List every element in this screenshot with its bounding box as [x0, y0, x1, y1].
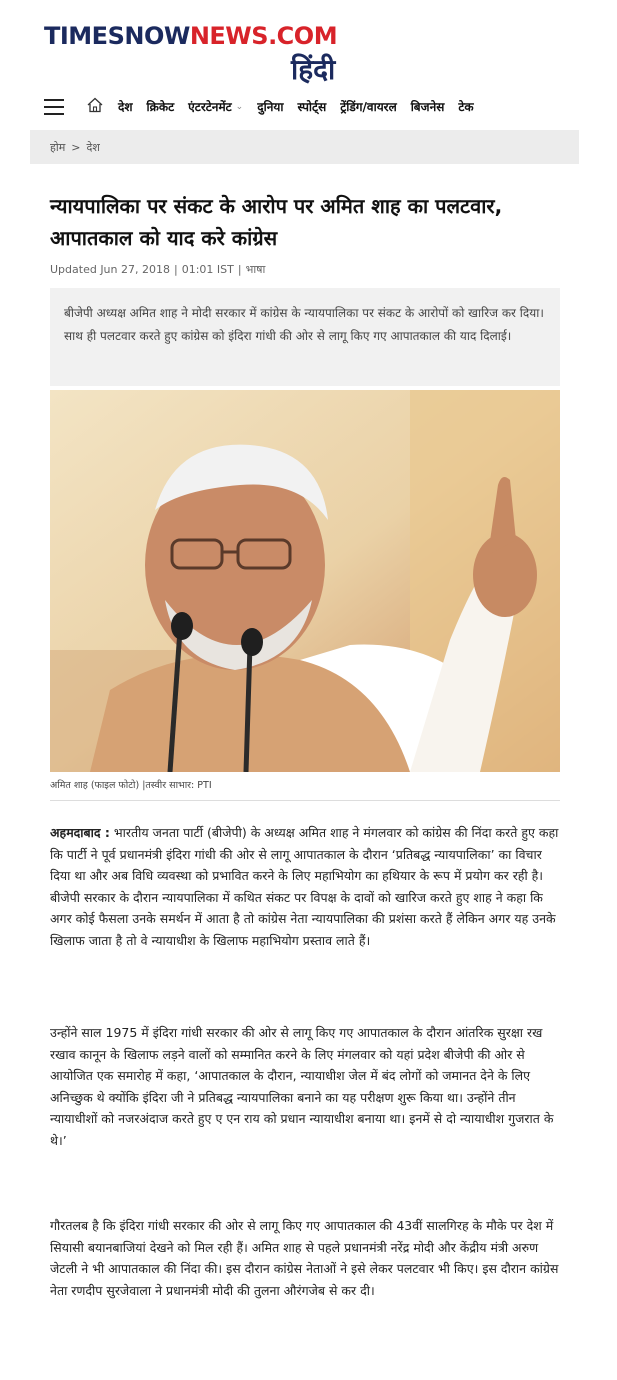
site-header: [0, 0, 617, 95]
nav-items: [118, 98, 488, 115]
updated-time: 01:01 IST: [181, 263, 234, 276]
chevron-down-icon[interactable]: ⌄: [235, 101, 244, 112]
article-source: भाषा: [245, 263, 266, 276]
nav-item-cricket[interactable]: [147, 98, 175, 115]
nav-item-desh[interactable]: [118, 98, 133, 115]
nav-item-label: टेक: [458, 100, 474, 114]
hamburger-icon[interactable]: [44, 99, 64, 115]
nav-item-label: दुनिया: [257, 100, 284, 114]
home-icon[interactable]: [86, 96, 104, 114]
article-meta: Updated Jun 27, 2018 | 01:01 IST | भाषा: [50, 263, 266, 276]
nav-item-sports[interactable]: [297, 98, 326, 115]
article-paragraph-1: [50, 822, 560, 951]
logo-hindi[interactable]: हिंदी: [291, 53, 336, 86]
logo-part-2: NEWS.COM: [189, 22, 338, 50]
nav-item-entertainment[interactable]: [188, 98, 243, 115]
nav-item-label: एंटरटेनमेंट: [188, 100, 232, 114]
article-title: न्यायपालिका पर संकट के आरोप पर अमित शाह का पलटवार, आपातकाल को याद करे कांग्रेस: [50, 194, 503, 250]
nav-item-label: देश: [118, 100, 133, 114]
paragraph-1-text: भारतीय जनता पार्टी (बीजेपी) के अध्यक्ष अमित शाह ने मंगलवार को कांग्रेस की निंदा करते हुए कहा कि पार्टी ने पूर्व प्रधानमंत्री इंदिरा गांधी की ओर से लागू आपातकाल के दौरान ‘प्रतिबद्ध न्यायपालिका’ का विचार दिया था और अब विधि व्यवस्था को प्रभावित करने के लिए महाभियोग का हथियार के रूप में प्रयोग कर रही है। बीजेपी सरकार के दौरान न्यायपालिका में कथित संकट पर विपक्ष के दावों को खारिज करते हुए शाह ने कहा कि अगर कोई फैसला उनके समर्थन में आता है तो कांग्रेस नेता न्यायपालिका की प्रशंसा करते हैं लेकिन अगर यह उनके खिलाफ जाता है तो वे न्यायाधीश के खिलाफ महाभियोग प्रस्ताव लाते हैं।: [50, 825, 559, 948]
nav-item-duniya[interactable]: [257, 98, 283, 115]
breadcrumb-home[interactable]: होम: [50, 140, 66, 154]
dateline: अहमदाबाद :: [50, 825, 110, 840]
nav-item-tech[interactable]: [458, 98, 473, 115]
site-logo[interactable]: [44, 22, 337, 50]
nav-item-label: स्पोर्ट्स: [297, 100, 327, 114]
updated-date: Updated Jun 27, 2018: [50, 263, 170, 276]
image-caption: अमित शाह (फाइल फोटो) |तस्वीर साभार: PTI: [50, 780, 212, 791]
article-paragraph-3: गौरतलब है कि इंदिरा गांधी सरकार की ओर से लागू किए गए आपातकाल की 43वीं सालगिरह के मौके पर देश में सियासी बयानबाजियां देखने को मिल रही हैं। अमित शाह से पहले प्रधानमंत्री नरेंद्र मोदी और केंद्रीय मंत्री अरुण जेटली ने भी आपातकाल की निंदा की। इस दौरान कांग्रेस नेताओं ने इसे लेकर पलटवार भी किए। इस दौरान कांग्रेस नेता रणदीप सुरजेवाला ने प्रधानमंत्री मोदी की तुलना औरंगजेब से कर दी।: [50, 1218, 559, 1298]
nav-item-label: बिजनेस: [410, 100, 445, 114]
logo-part-1: TIMESNOW: [44, 22, 190, 50]
article-summary: बीजेपी अध्यक्ष अमित शाह ने मोदी सरकार में कांग्रेस के न्यायपालिका पर संकट के आरोपों को खारिज कर दिया। साथ ही पलटवार करते हुए कांग्रेस को इंदिरा गांधी की ओर से लागू किए गए आपातकाल की याद दिलाई।: [50, 288, 560, 386]
breadcrumb-separator: >: [71, 140, 81, 154]
nav-item-label: ट्रेंडिंग/वायरल: [340, 100, 397, 114]
nav-item-business[interactable]: [411, 98, 445, 115]
breadcrumb-current[interactable]: देश: [86, 140, 100, 154]
caption-divider: [50, 800, 560, 801]
main-nav: [0, 95, 617, 123]
article-paragraph-2: उन्होंने साल 1975 में इंदिरा गांधी सरकार की ओर से लागू किए गए आपातकाल के दौरान आंतरिक सुरक्षा रख रखाव कानून के खिलाफ लड़ने वालों को सम्मानित करने के लिए मंगलवार को यहां प्रदेश बीजेपी की ओर से आयोजित एक समारोह में कहा, ‘आपातकाल के दौरान, न्यायाधीश जेल में बंद लोगों को जमानत देने के लिए अनिच्छुक थे क्योंकि इंदिरा जी ने प्रतिबद्ध न्यायपालिका बनाने का यह परीक्षण शुरू किया था। उन्होंने तीन न्यायाधीशों को नजरअंदाज करते हुए ए एन राय को प्रधान न्यायाधीश बनाया था। इनमें से दो न्यायाधीश गुजरात के थे।’: [50, 1025, 554, 1148]
breadcrumb: [30, 130, 579, 164]
hero-image: [50, 390, 560, 772]
nav-item-label: क्रिकेट: [146, 100, 175, 114]
nav-item-trending[interactable]: [340, 98, 397, 115]
